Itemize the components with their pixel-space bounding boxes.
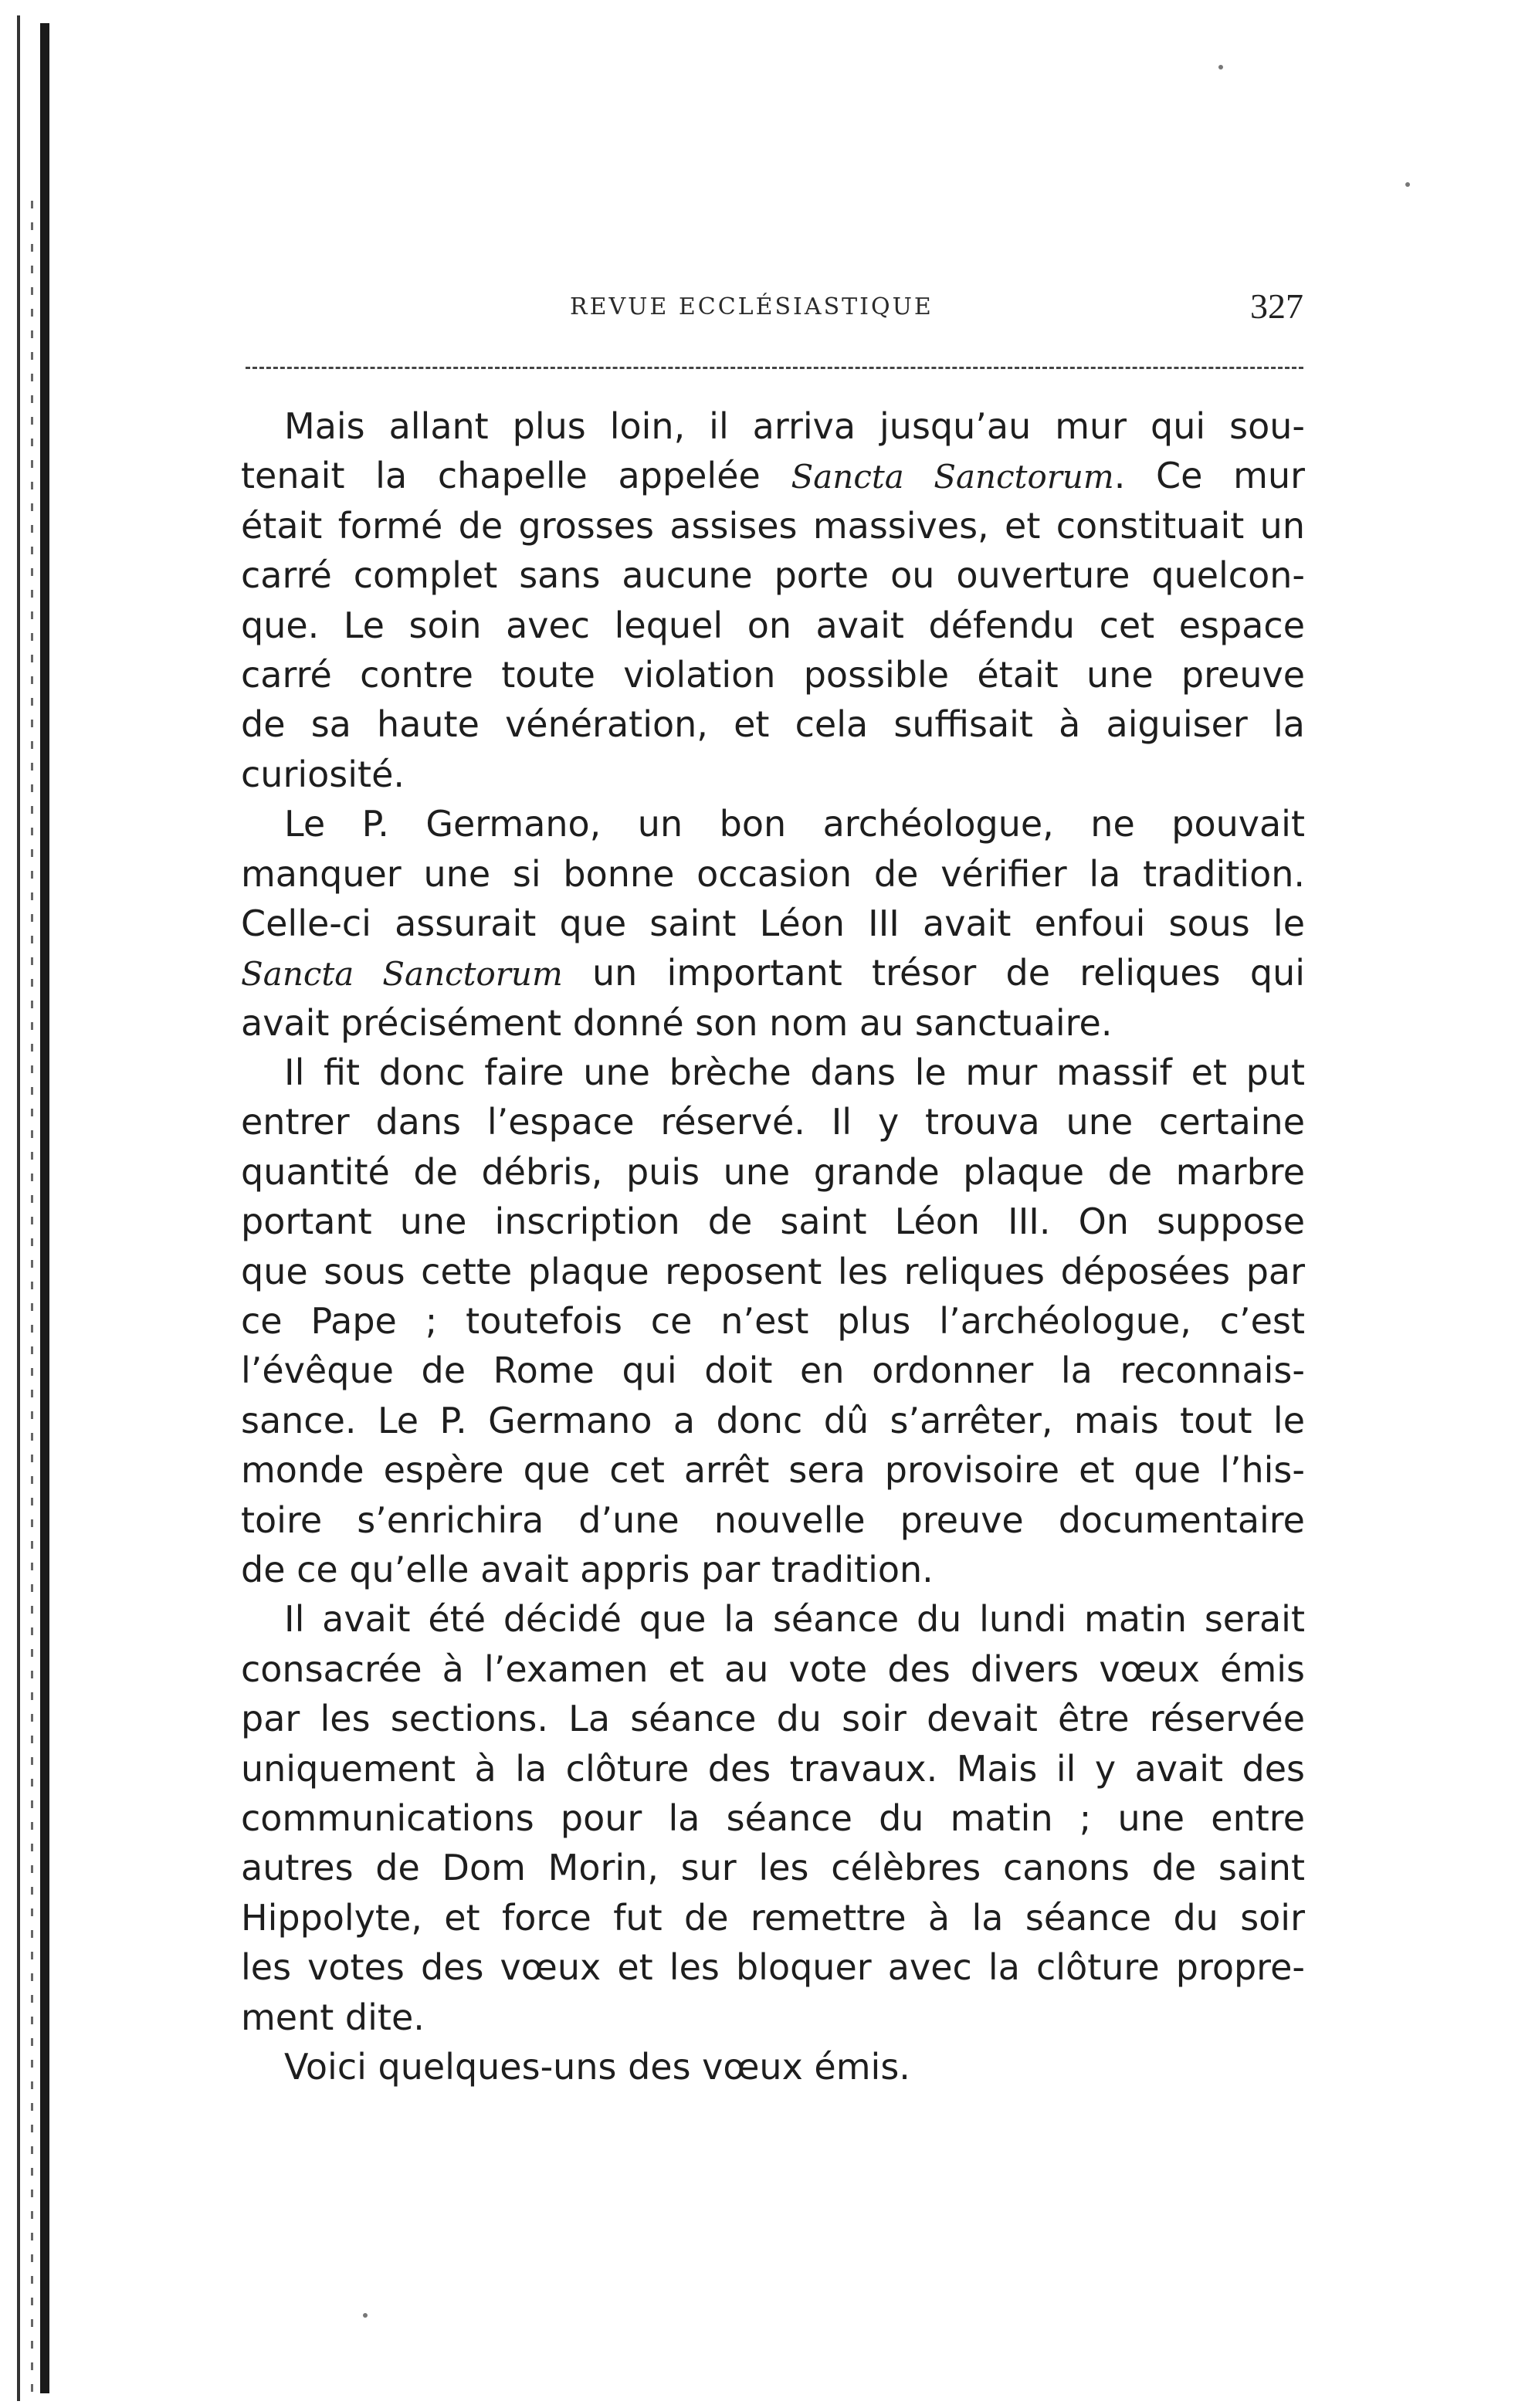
text-line <box>241 601 1305 650</box>
text-line <box>241 1545 1305 1594</box>
line-text: Mais allant plus loin, il arriva jusqu’au mur qui sou- <box>284 405 1305 447</box>
line-text: entrer dans l’espace réservé. Il y trouva une certaine <box>241 1101 1305 1143</box>
line-text: Celle-ci assurait que saint Léon III avait enfoui sous le <box>241 902 1305 944</box>
line-text: carré contre toute violation possible était une preuve <box>241 653 1305 696</box>
text-line <box>241 501 1305 550</box>
text-line <box>241 1048 1305 1097</box>
line-text: ment dite. <box>241 1996 425 2038</box>
text-line <box>241 451 1305 500</box>
text-line <box>241 1893 1305 1942</box>
text-line <box>241 650 1305 699</box>
line-text: par les sections. La séance du soir devait être réservée <box>241 1698 1305 1740</box>
line-text: ce Pape ; toutefois ce n’est plus l’archéologue, c’est <box>241 1300 1305 1343</box>
line-text: curiosité. <box>241 753 405 795</box>
line-text: était formé de grosses assises massives, et constituait un <box>241 504 1305 547</box>
text-line <box>241 1445 1305 1495</box>
header-rule <box>246 367 1303 369</box>
text-line <box>241 699 1305 749</box>
page-number: 327 <box>1250 286 1303 326</box>
line-text: un important trésor de reliques qui <box>562 952 1305 994</box>
text-line <box>241 1396 1305 1445</box>
text-line <box>241 1644 1305 1694</box>
scan-speck <box>1405 182 1410 187</box>
line-text: Hippolyte, et force fut de remettre à la séance du soir <box>241 1896 1305 1939</box>
text-line <box>241 1744 1305 1793</box>
text-line <box>241 1346 1305 1395</box>
line-text: que sous cette plaque reposent les reliques déposées par <box>241 1250 1305 1292</box>
italic-title: Sancta Sanctorum <box>791 458 1114 496</box>
line-text: sance. Le P. Germano a donc dû s’arrêter, mais tout le <box>241 1399 1305 1441</box>
line-text: l’évêque de Rome qui doit en ordonner la reconnais- <box>241 1350 1305 1392</box>
line-text: communications pour la séance du matin ; une entre <box>241 1797 1305 1839</box>
line-text: de sa haute vénération, et cela suffisait à aiguiser la <box>241 703 1305 746</box>
scan-speck <box>1218 65 1223 69</box>
line-text: Il avait été décidé que la séance du lundi matin serait <box>284 1598 1305 1641</box>
page-binding-edge <box>40 23 49 2393</box>
line-text: toire s’enrichira d’une nouvelle preuve documentaire <box>241 1499 1305 1541</box>
text-line <box>241 1147 1305 1197</box>
page-binding-perforation <box>31 201 33 2393</box>
text-line <box>241 550 1305 600</box>
text-line <box>241 1843 1305 1892</box>
line-text: Le P. Germano, un bon archéologue, ne pouvait <box>284 803 1305 845</box>
text-line <box>241 1694 1305 1743</box>
text-line <box>241 1495 1305 1545</box>
line-text: les votes des vœux et les bloquer avec la clôture propre- <box>241 1946 1305 1989</box>
line-text: quantité de débris, puis une grande plaque de marbre <box>241 1150 1305 1193</box>
line-text: . Ce mur <box>1113 455 1306 497</box>
text-line <box>241 1993 1305 2042</box>
text-line <box>241 799 1305 848</box>
text-line <box>241 750 1305 799</box>
line-text: carré complet sans aucune porte ou ouverture quelcon- <box>241 554 1305 597</box>
text-line <box>241 401 1305 451</box>
text-line <box>241 2042 1305 2091</box>
text-line <box>241 899 1305 948</box>
body-text <box>241 401 1305 2091</box>
italic-title: Sancta Sanctorum <box>241 955 563 994</box>
line-text: de ce qu’elle avait appris par tradition. <box>241 1548 934 1590</box>
line-text: manquer une si bonne occasion de vérifier la tradition. <box>241 852 1305 895</box>
line-text: portant une inscription de saint Léon III. On suppose <box>241 1201 1305 1243</box>
line-text: uniquement à la clôture des travaux. Mais il y avait des <box>241 1747 1305 1790</box>
text-line <box>241 1793 1305 1843</box>
line-text: Voici quelques-uns des vœux émis. <box>284 2045 910 2088</box>
text-line <box>241 1097 1305 1146</box>
line-text: autres de Dom Morin, sur les célèbres canons de saint <box>241 1847 1305 1889</box>
line-text: tenait la chapelle appelée <box>241 455 791 497</box>
scan-speck <box>363 2313 368 2318</box>
line-text: consacrée à l’examen et au vote des divers vœux émis <box>241 1648 1305 1690</box>
text-line <box>241 1247 1305 1296</box>
line-text: avait précisément donné son nom au sanctuaire. <box>241 1001 1113 1044</box>
page-header <box>246 286 1303 332</box>
text-line <box>241 1594 1305 1644</box>
line-text: que. Le soin avec lequel on avait défendu cet espace <box>241 604 1305 646</box>
running-title: REVUE ECCLÉSIASTIQUE <box>570 293 934 320</box>
text-line <box>241 1942 1305 1992</box>
line-text: Il fit donc faire une brèche dans le mur massif et put <box>284 1052 1305 1094</box>
text-line <box>241 849 1305 899</box>
text-line <box>241 1197 1305 1246</box>
text-line <box>241 1296 1305 1346</box>
text-line <box>241 998 1305 1048</box>
page-binding-shadow <box>17 15 20 2401</box>
line-text: monde espère que cet arrêt sera provisoire et que l’his- <box>241 1449 1305 1492</box>
text-line <box>241 948 1305 997</box>
